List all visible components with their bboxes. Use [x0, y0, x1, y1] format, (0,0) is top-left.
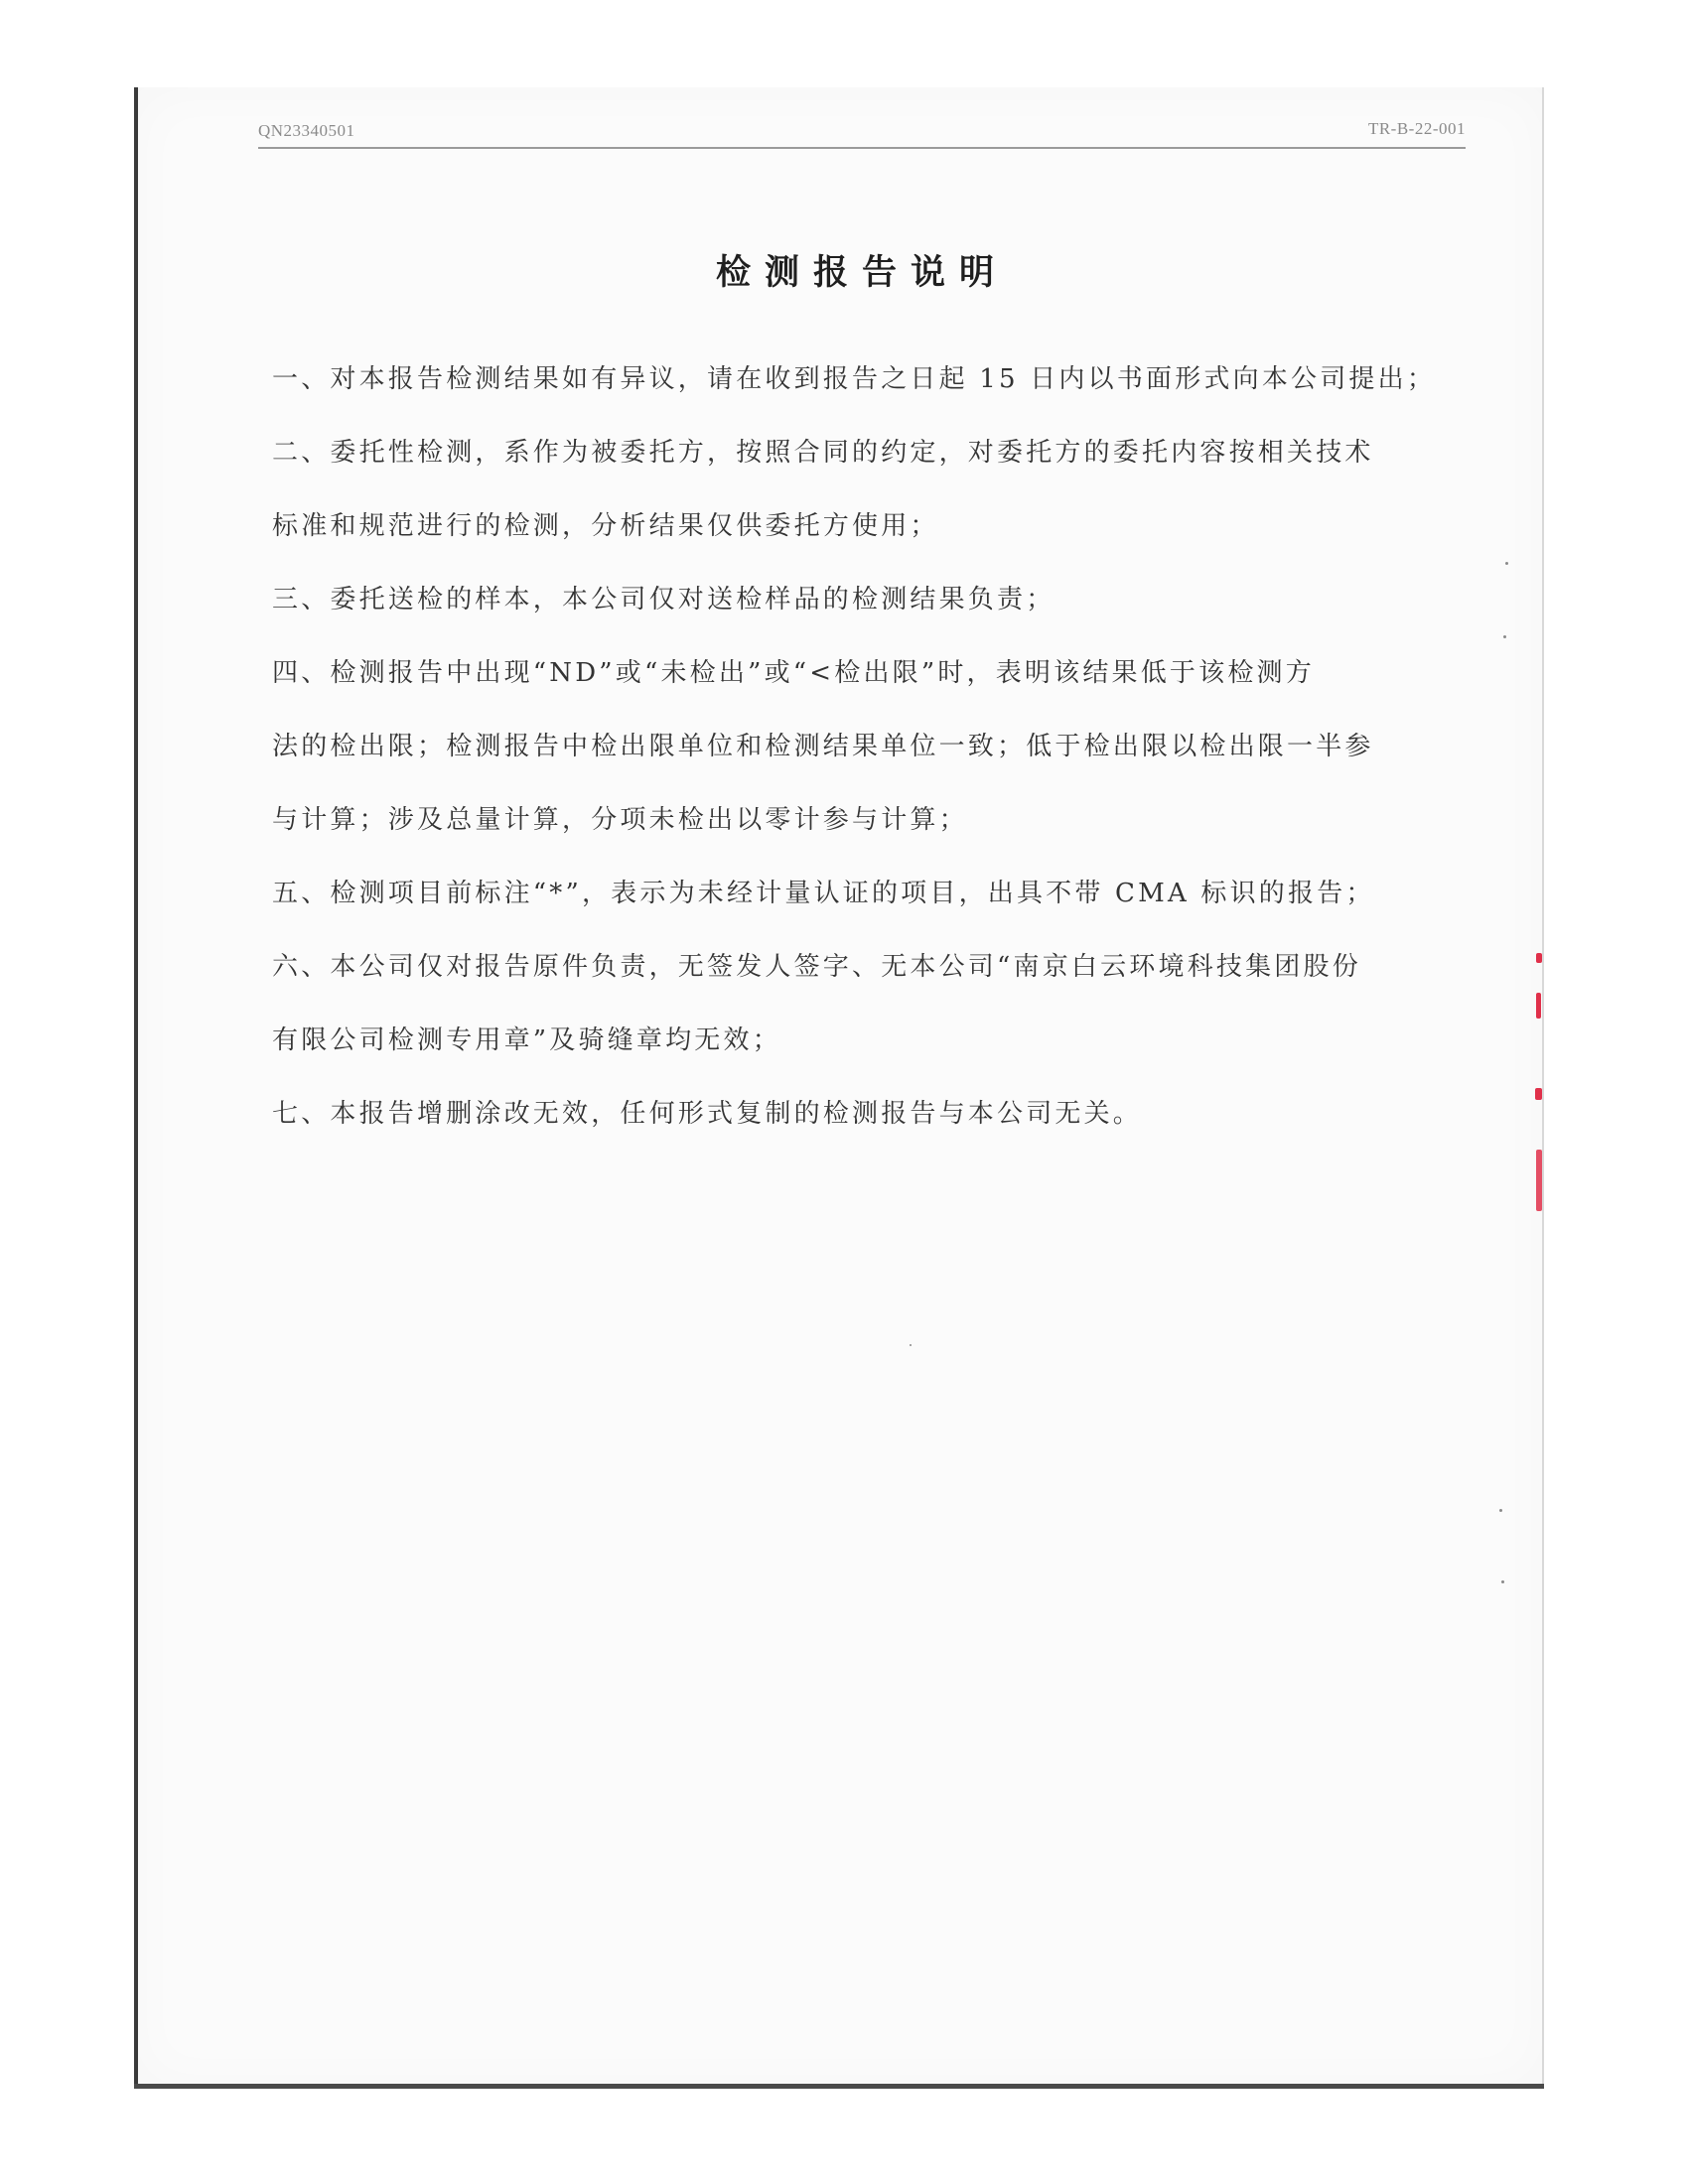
- report-number: QN23340501: [258, 121, 355, 140]
- clause-text-line: 七、本报告增删涂改无效，任何形式复制的检测报告与本公司无关。: [272, 1099, 1143, 1129]
- clause-item: [272, 857, 1444, 930]
- form-code: TR-B-22-001: [1367, 119, 1466, 138]
- clause-text-line: 一、对本报告检测结果如有异议，请在收到报告之日起 15 日内以书面形式向本公司提出；: [272, 364, 1437, 394]
- scan-speck: [1503, 635, 1506, 638]
- stamp-fragment: [1535, 1088, 1542, 1100]
- stamp-fragment: [1536, 1150, 1542, 1211]
- stamp-fragment: [1536, 953, 1542, 963]
- scan-speck: [1501, 1580, 1504, 1583]
- clause-text-line: 有限公司检测专用章”及骑缝章均无效；: [272, 1025, 781, 1055]
- page-title: 检测报告说明: [715, 253, 1008, 293]
- stamp-fragment: [1536, 993, 1541, 1019]
- clause-item: [272, 563, 1444, 636]
- header-divider: [258, 147, 1466, 149]
- clause-text-line: 六、本公司仅对报告原件负责，无签发人签字、无本公司“南京白云环境科技集团股份: [272, 952, 1361, 982]
- scan-speck: [1499, 1509, 1502, 1512]
- scan-speck: [910, 1344, 912, 1346]
- clause-text-line: 三、委托送检的样本，本公司仅对送检样品的检测结果负责；: [272, 585, 1055, 614]
- clause-item: [272, 342, 1444, 416]
- clause-text-line: 四、检测报告中出现“ND”或“未检出”或“<检出限”时，表明该结果低于该检测方: [272, 658, 1315, 688]
- clause-text-line: 与计算；涉及总量计算，分项未检出以零计参与计算；: [272, 805, 968, 835]
- scan-edge-right: [1542, 87, 1544, 2088]
- clause-text-line: 五、检测项目前标注“*”，表示为未经计量认证的项目，出具不带 CMA 标识的报告；: [272, 879, 1375, 908]
- clause-item: [272, 1077, 1444, 1151]
- clause-text-line: 二、委托性检测，系作为被委托方，按照合同的约定，对委托方的委托内容按相关技术: [272, 438, 1374, 468]
- clause-item: [272, 930, 1444, 1077]
- clause-item: [272, 416, 1444, 563]
- clause-text-line: 法的检出限；检测报告中检出限单位和检测结果单位一致；低于检出限以检出限一半参: [272, 732, 1374, 761]
- scan-edge-bottom: [134, 2084, 1544, 2089]
- clause-list: [272, 342, 1444, 1151]
- clause-item: [272, 636, 1444, 857]
- page-header: [258, 117, 1466, 147]
- clause-text-line: 标准和规范进行的检测，分析结果仅供委托方使用；: [272, 511, 939, 541]
- scan-edge-left: [134, 87, 138, 2088]
- scan-speck: [1505, 562, 1508, 565]
